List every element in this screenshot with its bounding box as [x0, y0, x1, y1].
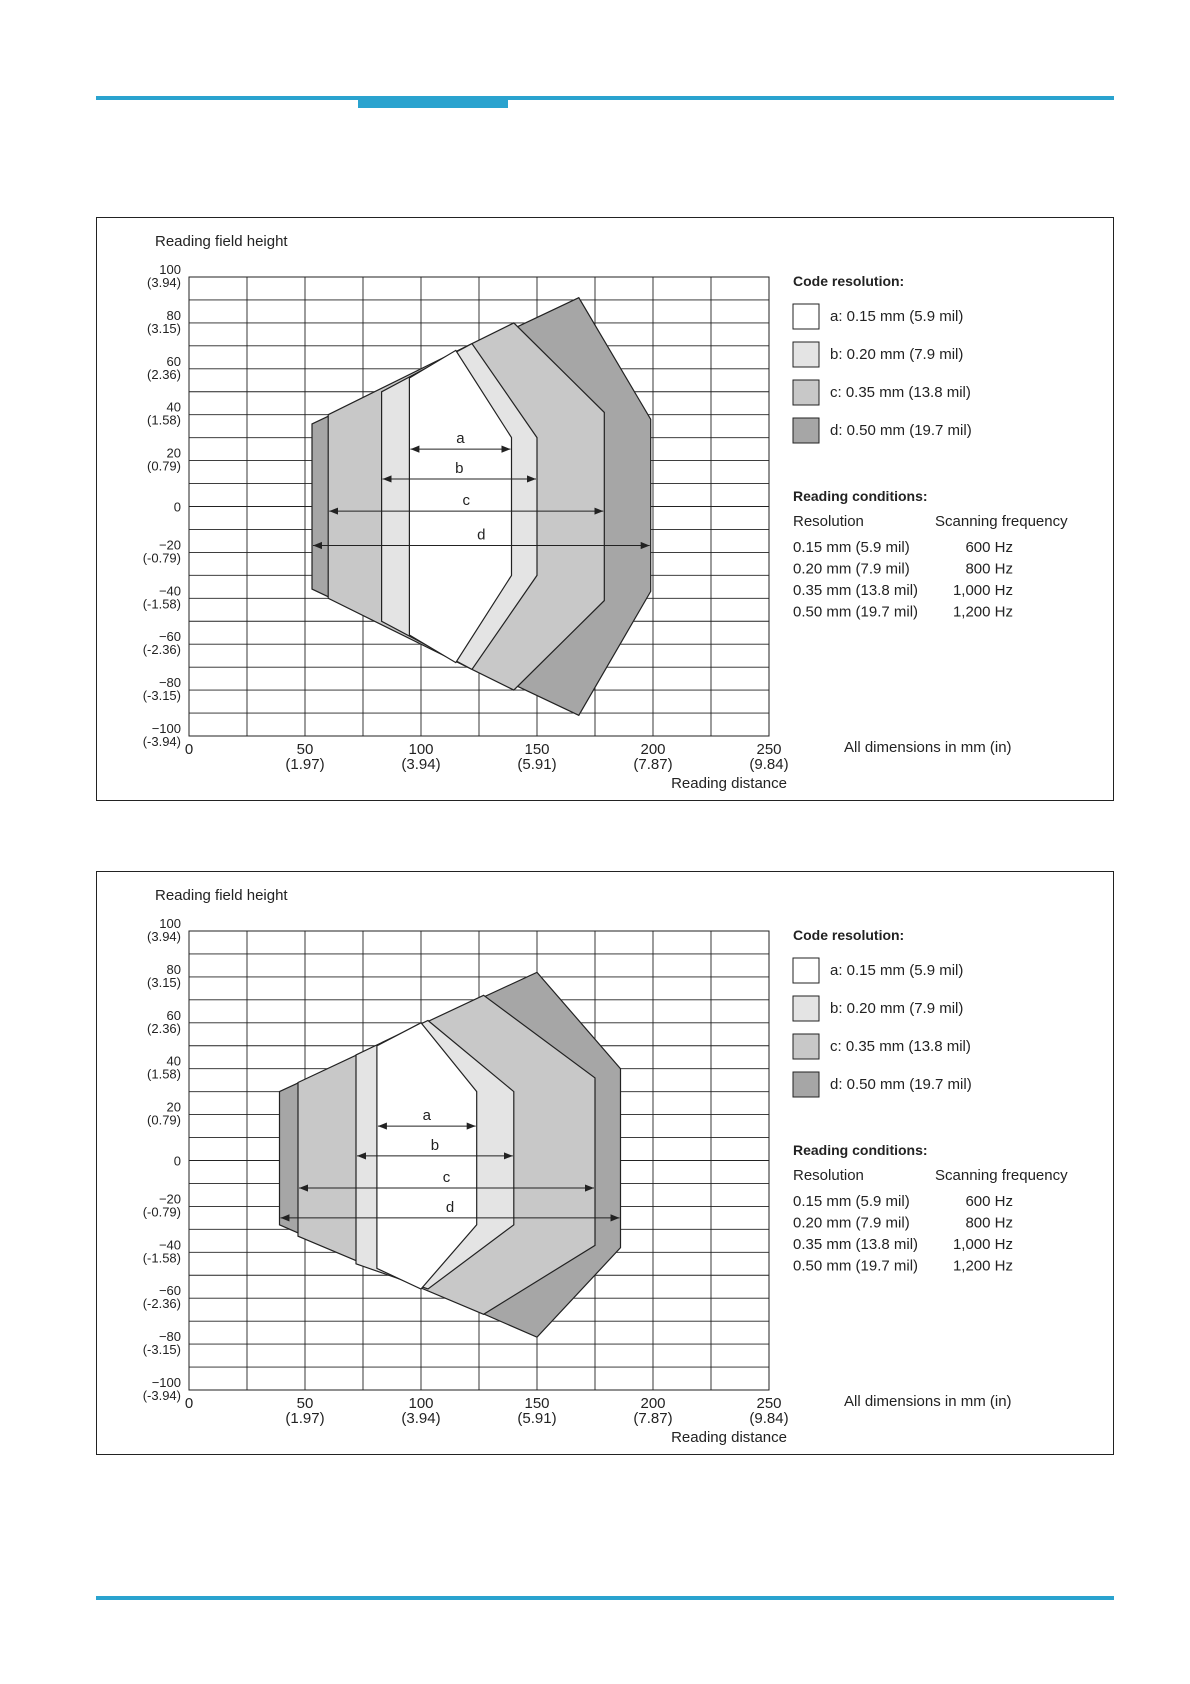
x-tick-sublabel: (3.94) — [401, 1410, 441, 1427]
dimension-label-b: b — [430, 1136, 440, 1154]
conditions-resolution: 0.15 mm (5.9 mil) — [793, 539, 910, 556]
x-tick-sublabel: (5.91) — [517, 756, 557, 773]
x-tick-sublabel: (9.84) — [749, 756, 789, 773]
y-axis-title: Reading field height — [155, 233, 288, 250]
y-tick-label: 60 — [166, 1007, 181, 1023]
y-tick-sublabel: (-3.15) — [142, 688, 181, 704]
x-tick-sublabel: (1.97) — [285, 756, 325, 773]
x-tick-label: 250 — [756, 1395, 782, 1412]
x-tick-label: 150 — [524, 1395, 550, 1412]
y-tick-label: 100 — [159, 916, 181, 931]
conditions-frequency: 800 Hz — [965, 1214, 1013, 1232]
x-tick-label: 100 — [408, 1395, 434, 1412]
conditions-resolution: 0.35 mm (13.8 mil) — [793, 582, 919, 599]
x-tick-label: 200 — [640, 1395, 666, 1412]
x-axis-title: Reading distance — [671, 1429, 787, 1446]
dimension-label-a: a — [456, 430, 465, 448]
conditions-resolution: 0.50 mm (19.7 mil) — [793, 603, 919, 621]
y-axis-title: Reading field height — [155, 887, 288, 904]
x-tick-sublabel: (5.91) — [517, 1410, 557, 1427]
legend-swatch-c — [793, 380, 819, 405]
y-tick-label: −20 — [158, 1191, 181, 1207]
header-rule-left — [96, 96, 358, 100]
conditions-frequency: 1,200 Hz — [952, 1257, 1013, 1275]
legend-swatch-d — [793, 418, 819, 443]
legend-title: Code resolution: — [793, 927, 905, 943]
conditions-header-resolution: Resolution — [793, 513, 864, 530]
y-tick-sublabel: (-0.79) — [142, 550, 181, 566]
conditions-resolution: 0.20 mm (7.9 mil) — [793, 560, 910, 578]
conditions-resolution: 0.35 mm (13.8 mil) — [793, 1236, 919, 1253]
dimension-label-c: c — [462, 492, 470, 510]
y-tick-sublabel: (-2.36) — [142, 642, 181, 658]
legend-label-c: c: 0.35 mm (13.8 mil) — [830, 1038, 971, 1055]
y-tick-label: 60 — [166, 353, 181, 369]
y-tick-sublabel: (-0.79) — [142, 1204, 181, 1220]
x-tick-label: 250 — [756, 741, 782, 758]
conditions-header-resolution: Resolution — [793, 1167, 864, 1184]
legend-label-c: c: 0.35 mm (13.8 mil) — [830, 384, 971, 401]
x-tick-sublabel: (1.97) — [285, 1410, 325, 1427]
conditions-title: Reading conditions: — [793, 1142, 928, 1158]
x-tick-label: 0 — [184, 1395, 194, 1412]
y-tick-label: −80 — [158, 675, 181, 691]
conditions-resolution: 0.15 mm (5.9 mil) — [793, 1193, 910, 1210]
reading-field-chart-1 — [96, 217, 1114, 801]
y-tick-label: −100 — [151, 1375, 181, 1390]
conditions-resolution: 0.20 mm (7.9 mil) — [793, 1214, 910, 1232]
chart-svg-2 — [97, 872, 1115, 1456]
y-tick-label: −80 — [158, 1329, 181, 1345]
footer-rule — [96, 1596, 1114, 1600]
y-tick-sublabel: (3.94) — [147, 929, 181, 944]
legend-swatch-b — [793, 996, 819, 1021]
conditions-frequency: 1,000 Hz — [952, 582, 1013, 599]
x-tick-label: 0 — [184, 741, 194, 758]
legend-swatch-a — [793, 958, 819, 983]
conditions-frequency: 1,200 Hz — [952, 603, 1013, 621]
x-tick-sublabel: (3.94) — [401, 756, 441, 773]
dimension-label-b: b — [455, 459, 464, 477]
conditions-header-frequency: Scanning frequency — [935, 1167, 1068, 1184]
y-tick-label: −40 — [158, 1237, 181, 1253]
legend-label-d: d: 0.50 mm (19.7 mil) — [830, 422, 972, 439]
y-tick-sublabel: (-2.36) — [142, 1296, 181, 1312]
header-rule-right — [508, 96, 1114, 100]
y-tick-label: 40 — [166, 399, 181, 415]
y-tick-sublabel: (-3.15) — [142, 1342, 181, 1358]
x-tick-sublabel: (7.87) — [633, 1410, 673, 1427]
y-tick-sublabel: (3.94) — [147, 275, 181, 290]
y-tick-sublabel: (-3.94) — [142, 734, 181, 749]
legend-label-b: b: 0.20 mm (7.9 mil) — [830, 1000, 964, 1017]
y-tick-label: −100 — [151, 721, 181, 736]
header-tab-block — [358, 96, 508, 108]
y-tick-sublabel: (3.15) — [147, 974, 181, 990]
conditions-frequency: 800 Hz — [965, 560, 1013, 578]
x-tick-sublabel: (9.84) — [749, 1410, 789, 1427]
x-tick-label: 200 — [640, 741, 666, 758]
dimension-label-a: a — [422, 1107, 431, 1125]
y-tick-sublabel: (2.36) — [147, 1020, 181, 1036]
y-tick-label: −20 — [158, 537, 181, 553]
x-tick-label: 150 — [524, 741, 550, 758]
y-tick-label: −40 — [158, 583, 181, 599]
conditions-header-frequency: Scanning frequency — [935, 513, 1068, 530]
conditions-frequency: 1,000 Hz — [952, 1236, 1013, 1253]
y-tick-sublabel: (0.79) — [147, 1112, 181, 1128]
y-tick-label: 20 — [166, 1099, 181, 1115]
dimension-label-d: d — [445, 1198, 455, 1216]
legend-title: Code resolution: — [793, 273, 905, 289]
dimensions-note: All dimensions in mm (in) — [844, 739, 1012, 756]
x-tick-label: 50 — [296, 1395, 314, 1412]
legend-label-d: d: 0.50 mm (19.7 mil) — [830, 1076, 972, 1093]
y-tick-label: 20 — [166, 445, 181, 461]
legend-swatch-a — [793, 304, 819, 329]
y-tick-label: 100 — [159, 262, 181, 277]
y-tick-sublabel: (2.36) — [147, 366, 181, 382]
y-tick-label: 80 — [166, 961, 181, 977]
y-tick-sublabel: (1.58) — [147, 412, 181, 428]
chart-svg-1 — [97, 218, 1115, 802]
reading-field-chart-2 — [96, 871, 1114, 1455]
legend-swatch-d — [793, 1072, 819, 1097]
conditions-frequency: 600 Hz — [965, 539, 1013, 556]
legend-swatch-c — [793, 1034, 819, 1059]
legend-swatch-b — [793, 342, 819, 367]
y-tick-sublabel: (-1.58) — [142, 1250, 181, 1266]
y-tick-label: 0 — [173, 499, 181, 515]
legend-label-a: a: 0.15 mm (5.9 mil) — [830, 308, 964, 325]
dimension-label-d: d — [477, 526, 486, 544]
conditions-title: Reading conditions: — [793, 488, 928, 504]
x-tick-label: 50 — [296, 741, 314, 758]
y-tick-label: −60 — [158, 629, 181, 645]
y-tick-label: 80 — [166, 307, 181, 323]
dimension-label-c: c — [442, 1169, 451, 1187]
y-tick-sublabel: (1.58) — [147, 1066, 181, 1082]
legend-label-b: b: 0.20 mm (7.9 mil) — [830, 346, 964, 363]
y-tick-sublabel: (0.79) — [147, 458, 181, 474]
legend-label-a: a: 0.15 mm (5.9 mil) — [830, 962, 964, 979]
conditions-frequency: 600 Hz — [965, 1193, 1013, 1210]
x-tick-label: 100 — [408, 741, 434, 758]
dimensions-note: All dimensions in mm (in) — [844, 1393, 1012, 1410]
y-tick-sublabel: (-1.58) — [142, 596, 181, 612]
y-tick-sublabel: (-3.94) — [142, 1388, 181, 1403]
y-tick-label: −60 — [158, 1283, 181, 1299]
y-tick-label: 40 — [166, 1053, 181, 1069]
y-tick-sublabel: (3.15) — [147, 320, 181, 336]
conditions-resolution: 0.50 mm (19.7 mil) — [793, 1257, 919, 1275]
x-tick-sublabel: (7.87) — [633, 756, 673, 773]
x-axis-title: Reading distance — [671, 775, 787, 792]
y-tick-label: 0 — [173, 1153, 181, 1169]
